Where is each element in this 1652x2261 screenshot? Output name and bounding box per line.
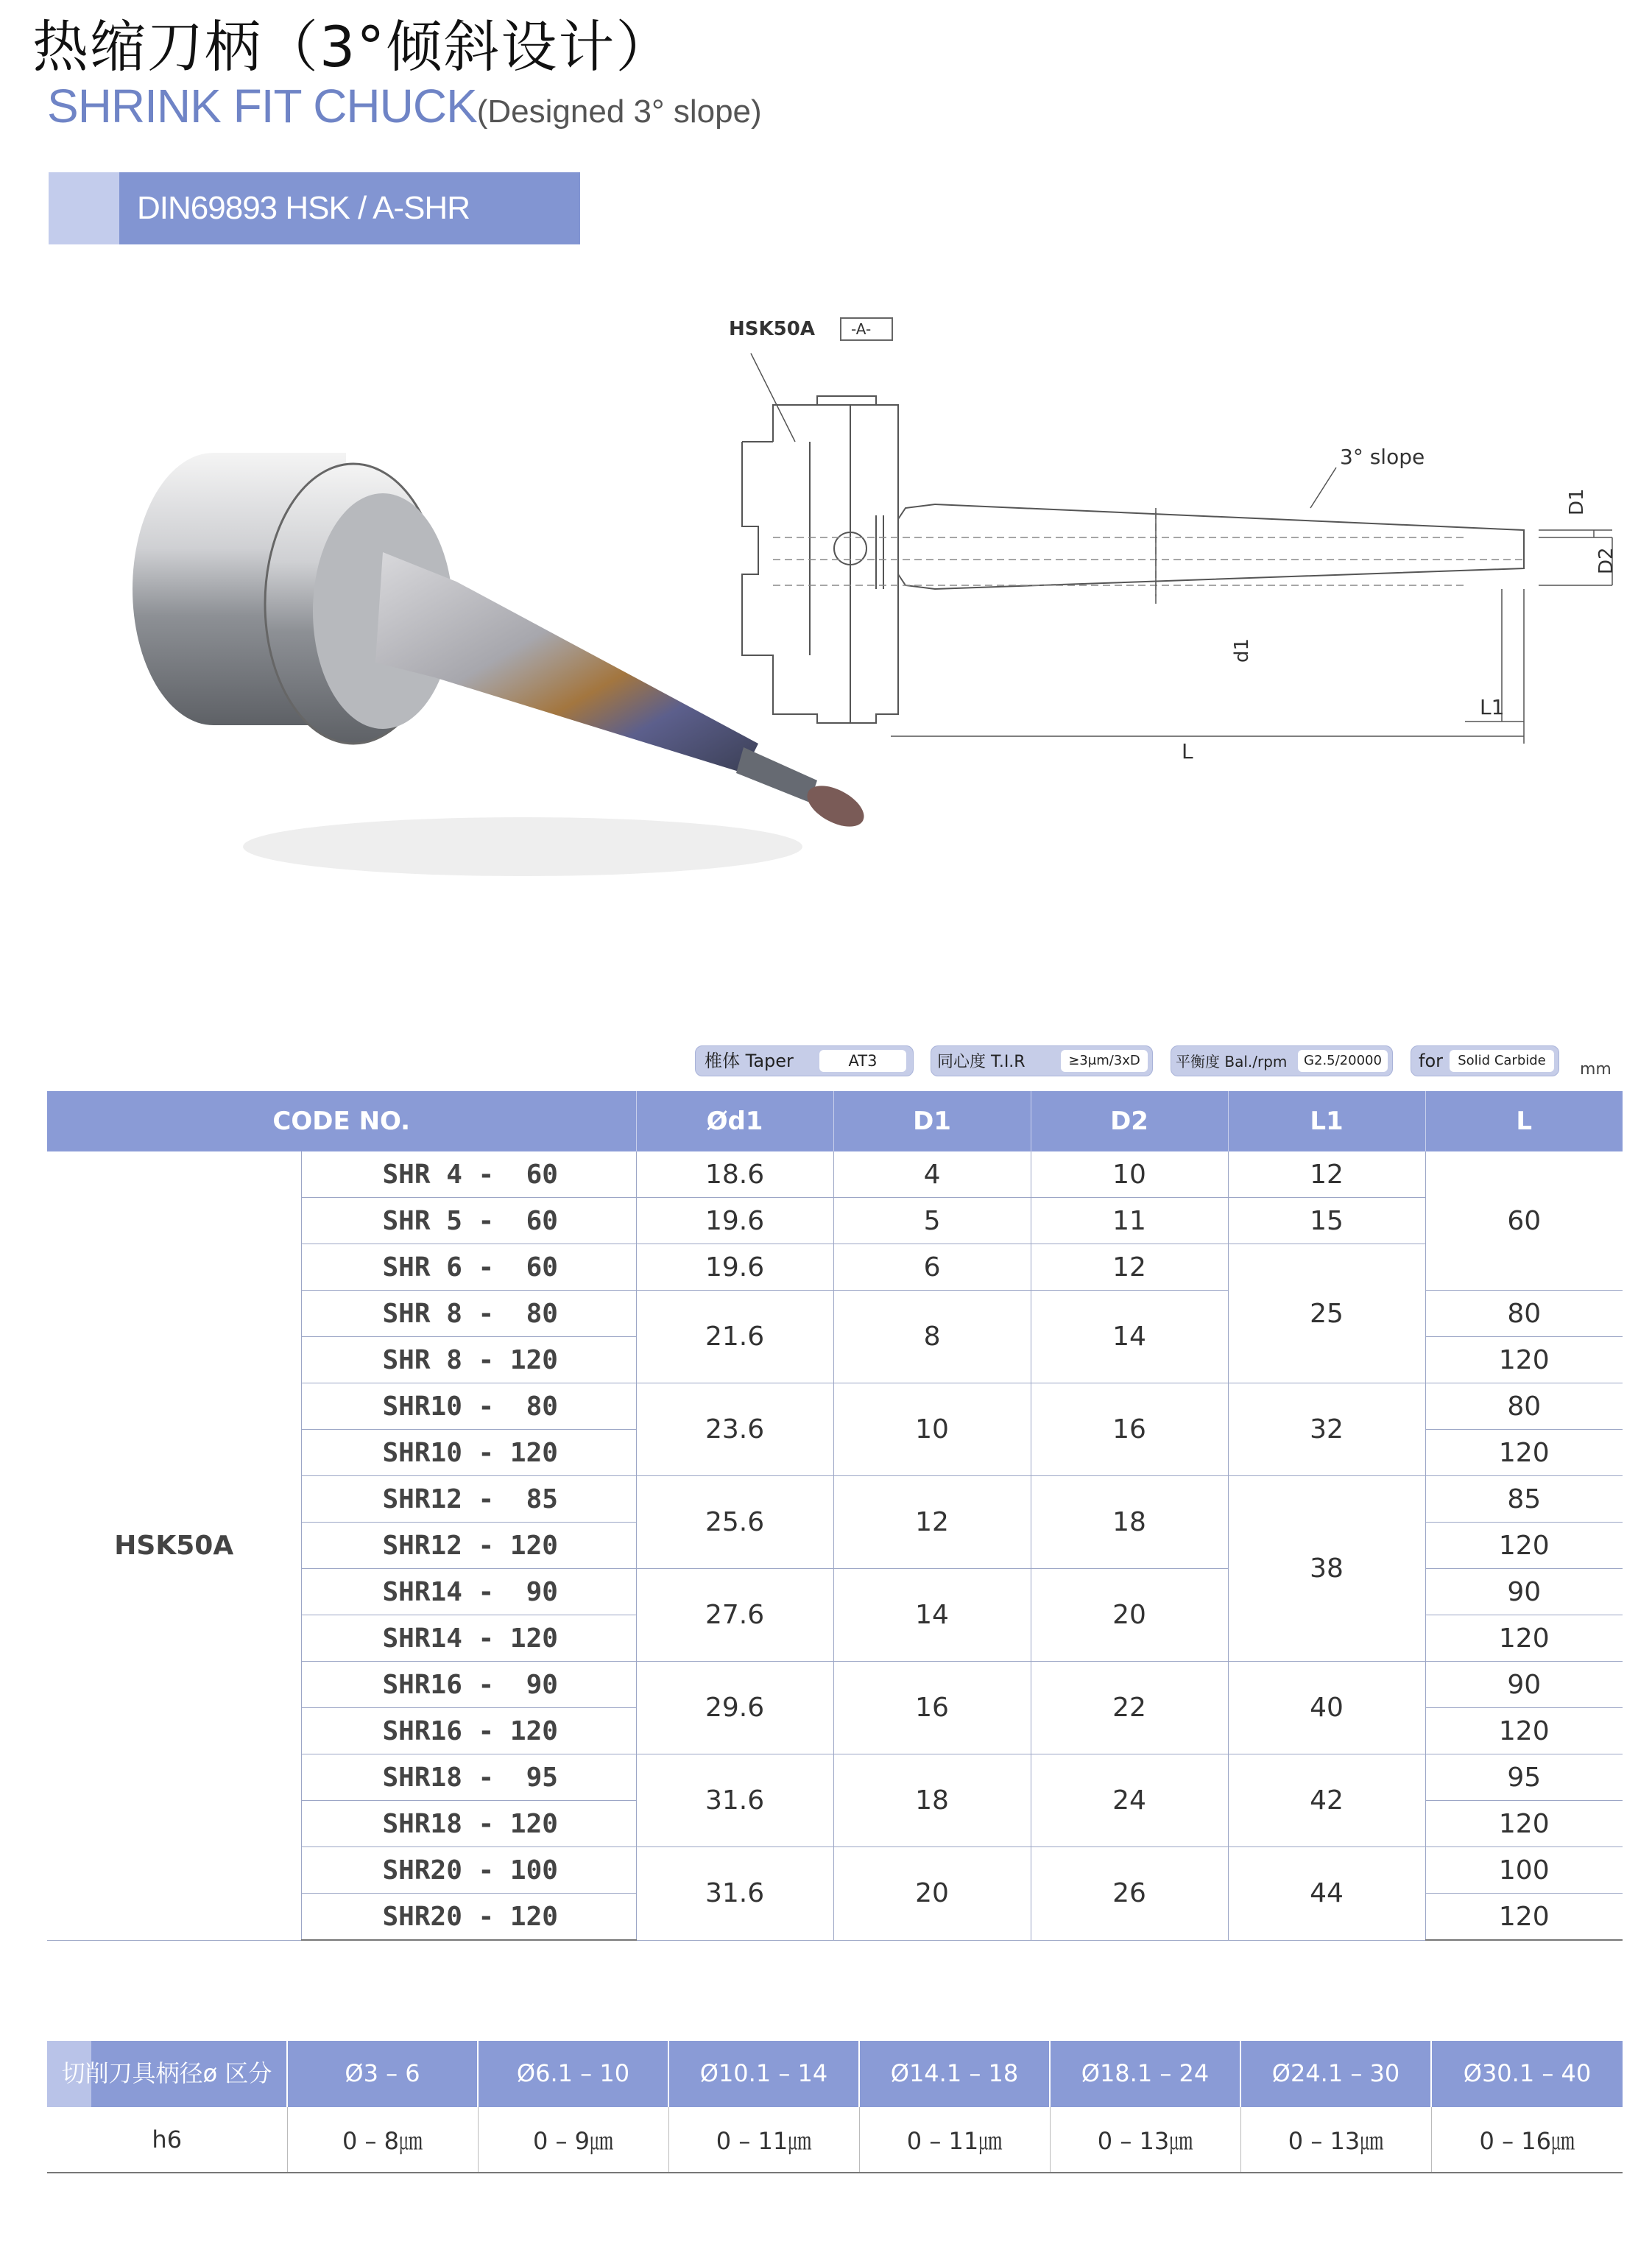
tolerance-row [47, 2107, 1623, 2173]
D1-cell: 20 [833, 1847, 1031, 1941]
L-cell: 120 [1425, 1615, 1623, 1662]
L-cell: 100 [1425, 1847, 1623, 1894]
tolerance-header-label: 切削刀具柄径ø 区分 [47, 2041, 287, 2107]
hsk-top [742, 396, 898, 519]
group-label: HSK50A [47, 1151, 301, 1940]
label-D2: D2 [1595, 547, 1617, 574]
badge-label: DIN69893 HSK / A-SHR [137, 190, 470, 226]
code-cell: SHR14 - 90 [301, 1569, 636, 1615]
tolerance-value: 0 – 13㎛ [1050, 2107, 1240, 2173]
code-cell: SHR14 - 120 [301, 1615, 636, 1662]
code-cell: SHR 8 - 120 [301, 1337, 636, 1383]
dimension-table [47, 1091, 1623, 1941]
d1-cell: 21.6 [636, 1291, 833, 1383]
L1-cell: 12 [1228, 1151, 1425, 1198]
D1-cell: 18 [833, 1754, 1031, 1847]
D2-cell: 22 [1031, 1662, 1228, 1754]
tolerance-range: Ø24.1 – 30 [1240, 2041, 1431, 2107]
D2-cell: 11 [1031, 1198, 1228, 1244]
label-slope: 3° slope [1340, 445, 1425, 469]
spec-bal-value: G2.5/20000 [1298, 1050, 1388, 1072]
taper-body [375, 552, 758, 773]
code-cell: SHR 4 - 60 [301, 1151, 636, 1198]
header-code: CODE NO. [47, 1091, 636, 1151]
label-a: -A- [851, 320, 872, 338]
label-L: L [1182, 739, 1193, 763]
tolerance-row-label: h6 [47, 2107, 287, 2173]
label-D1: D1 [1566, 488, 1588, 515]
D2-cell: 20 [1031, 1569, 1228, 1662]
code-cell: SHR12 - 85 [301, 1476, 636, 1523]
table-row [47, 1151, 1623, 1198]
D2-cell: 18 [1031, 1476, 1228, 1569]
L-cell: 85 [1425, 1476, 1623, 1523]
page-title-cn: 热缩刀柄（3°倾斜设计） [32, 14, 674, 80]
L-cell: 120 [1425, 1894, 1623, 1941]
L-cell: 120 [1425, 1523, 1623, 1569]
tolerance-range: Ø18.1 – 24 [1050, 2041, 1240, 2107]
L-cell: 90 [1425, 1662, 1623, 1708]
dim-lines [751, 353, 1612, 744]
code-cell: SHR20 - 100 [301, 1847, 636, 1894]
D1-cell: 10 [833, 1383, 1031, 1476]
spec-for-label: for [1419, 1051, 1443, 1071]
L1-cell: 42 [1228, 1754, 1425, 1847]
L-cell: 120 [1425, 1801, 1623, 1847]
bore-lines [773, 512, 1524, 596]
tolerance-range: Ø30.1 – 40 [1431, 2041, 1623, 2107]
D1-cell: 8 [833, 1291, 1031, 1383]
label-hsk: HSK50A [729, 318, 815, 340]
page-title-en [47, 80, 762, 133]
D2-cell: 12 [1031, 1244, 1228, 1291]
D1-cell: 14 [833, 1569, 1031, 1662]
hsk-outline [742, 442, 1524, 723]
d1-cell: 19.6 [636, 1244, 833, 1291]
d1-cell: 29.6 [636, 1662, 833, 1754]
L1-cell: 44 [1228, 1847, 1425, 1941]
spec-strip [695, 1045, 1652, 1079]
technical-drawing [707, 294, 1634, 795]
D2-cell: 14 [1031, 1291, 1228, 1383]
D2-cell: 10 [1031, 1151, 1228, 1198]
L1-cell: 40 [1228, 1662, 1425, 1754]
shadow [243, 817, 802, 876]
code-cell: SHR18 - 95 [301, 1754, 636, 1801]
code-cell: SHR10 - 80 [301, 1383, 636, 1430]
title-en-main: SHRINK FIT CHUCK [47, 80, 477, 133]
L-cell: 120 [1425, 1430, 1623, 1476]
L-cell: 80 [1425, 1291, 1623, 1337]
d1-cell: 31.6 [636, 1847, 833, 1941]
code-cell: SHR16 - 90 [301, 1662, 636, 1708]
tolerance-value: 0 – 11㎛ [859, 2107, 1050, 2173]
tolerance-range: Ø6.1 – 10 [478, 2041, 668, 2107]
L-cell: 120 [1425, 1708, 1623, 1754]
title-en-sub: (Designed 3° slope) [476, 94, 762, 130]
tolerance-table [47, 2041, 1623, 2173]
spec-taper-label: 椎体 Taper [705, 1051, 794, 1071]
spec-tir-value: ≥3μm/3xD [1061, 1050, 1148, 1072]
d1-cell: 25.6 [636, 1476, 833, 1569]
L1-cell: 15 [1228, 1198, 1425, 1244]
spec-balance [1171, 1045, 1393, 1076]
d1-cell: 23.6 [636, 1383, 833, 1476]
D1-cell: 12 [833, 1476, 1031, 1569]
spec-tir [931, 1045, 1153, 1076]
tolerance-value: 0 – 13㎛ [1240, 2107, 1431, 2173]
spec-taper-value: AT3 [819, 1050, 906, 1072]
tolerance-value: 0 – 16㎛ [1431, 2107, 1623, 2173]
code-cell: SHR 6 - 60 [301, 1244, 636, 1291]
D1-cell: 16 [833, 1662, 1031, 1754]
code-cell: SHR20 - 120 [301, 1894, 636, 1941]
d1-cell: 19.6 [636, 1198, 833, 1244]
tolerance-value: 0 – 9㎛ [478, 2107, 668, 2173]
header-L1: L1 [1228, 1091, 1425, 1151]
D2-cell: 26 [1031, 1847, 1228, 1941]
L1-cell: 38 [1228, 1476, 1425, 1662]
spec-bal-label: 平衡度 Bal./rpm [1176, 1053, 1288, 1070]
D1-cell: 5 [833, 1198, 1031, 1244]
code-cell: SHR 8 - 80 [301, 1291, 636, 1337]
standard-badge [49, 172, 580, 244]
code-cell: SHR10 - 120 [301, 1430, 636, 1476]
code-cell: SHR 5 - 60 [301, 1198, 636, 1244]
d1-cell: 18.6 [636, 1151, 833, 1198]
tolerance-header-row [47, 2041, 1623, 2107]
L1-cell: 25 [1228, 1244, 1425, 1383]
L1-cell: 32 [1228, 1383, 1425, 1476]
tolerance-value: 0 – 8㎛ [287, 2107, 478, 2173]
D1-cell: 6 [833, 1244, 1031, 1291]
header-D1: D1 [833, 1091, 1031, 1151]
code-cell: SHR16 - 120 [301, 1708, 636, 1754]
tolerance-range: Ø3 – 6 [287, 2041, 478, 2107]
header-d1: Ød1 [636, 1091, 833, 1151]
code-cell: SHR18 - 120 [301, 1801, 636, 1847]
header-D2: D2 [1031, 1091, 1228, 1151]
spec-for [1411, 1045, 1559, 1076]
label-d1: d1 [1231, 638, 1253, 663]
spec-for-value: Solid Carbide [1450, 1050, 1554, 1072]
d1-cell: 31.6 [636, 1754, 833, 1847]
d1-cell: 27.6 [636, 1569, 833, 1662]
tolerance-value: 0 – 11㎛ [668, 2107, 859, 2173]
header-L: L [1425, 1091, 1623, 1151]
D2-cell: 24 [1031, 1754, 1228, 1847]
tolerance-range: Ø10.1 – 14 [668, 2041, 859, 2107]
D2-cell: 16 [1031, 1383, 1228, 1476]
tolerance-range: Ø14.1 – 18 [859, 2041, 1050, 2107]
table-header-row [47, 1091, 1623, 1151]
code-cell: SHR12 - 120 [301, 1523, 636, 1569]
L-cell: 120 [1425, 1337, 1623, 1383]
spec-tir-label: 同心度 T.I.R [937, 1053, 1026, 1071]
unit-label: mm [1580, 1060, 1612, 1079]
L-cell: 60 [1425, 1151, 1623, 1291]
D1-cell: 4 [833, 1151, 1031, 1198]
spec-taper [695, 1045, 914, 1076]
label-L1: L1 [1480, 695, 1505, 719]
L-cell: 95 [1425, 1754, 1623, 1801]
L-cell: 90 [1425, 1569, 1623, 1615]
L-cell: 80 [1425, 1383, 1623, 1430]
